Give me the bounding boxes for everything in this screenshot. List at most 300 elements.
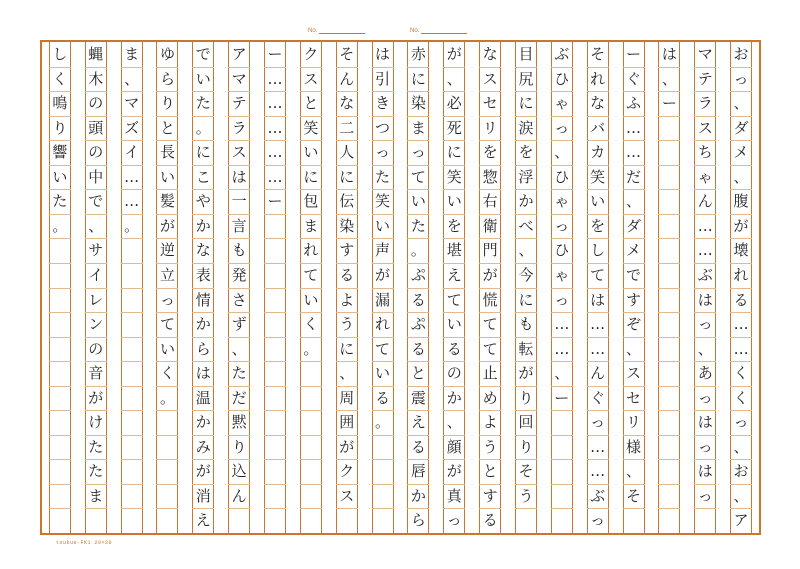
manuscript-char: ス [231, 143, 247, 162]
cell-divider [121, 410, 143, 411]
manuscript-char: 中 [88, 167, 104, 186]
cell-divider [121, 435, 143, 436]
manuscript-char: る [410, 339, 426, 358]
cell-divider [658, 116, 680, 117]
manuscript-column [515, 42, 537, 533]
manuscript-char: ち [697, 143, 713, 162]
manuscript-char: 立 [159, 265, 175, 284]
manuscript-char: か [410, 486, 426, 505]
manuscript-char: セ [626, 388, 642, 407]
manuscript-char: う [482, 437, 498, 456]
cell-divider [336, 508, 358, 509]
manuscript-char: テ [697, 69, 713, 88]
manuscript-char: は [195, 364, 211, 383]
manuscript-char: っ [697, 388, 713, 407]
manuscript-char: 震 [410, 388, 426, 407]
cell-divider [264, 214, 286, 215]
manuscript-char: 涙 [518, 118, 534, 137]
manuscript-char: け [88, 413, 104, 432]
manuscript-char: 、 [518, 241, 534, 260]
manuscript-char: て [303, 265, 319, 284]
manuscript-char: メ [733, 143, 749, 162]
manuscript-char: ん [697, 192, 713, 211]
manuscript-char: … [590, 462, 606, 481]
manuscript-char: ー [267, 192, 283, 211]
cell-divider [121, 484, 143, 485]
manuscript-char: い [195, 69, 211, 88]
manuscript-char: い [52, 167, 68, 186]
manuscript-char: 逆 [159, 241, 175, 260]
manuscript-char: か [195, 216, 211, 235]
manuscript-char: 必 [446, 94, 462, 113]
cell-divider [264, 337, 286, 338]
manuscript-char: う [518, 486, 534, 505]
manuscript-char: ん [231, 486, 247, 505]
manuscript-char: ふ [626, 94, 642, 113]
manuscript-sheet [40, 40, 761, 535]
manuscript-char: が [482, 265, 498, 284]
manuscript-char: 鳴 [52, 94, 68, 113]
manuscript-char: え [195, 511, 211, 530]
manuscript-char: 笑 [590, 167, 606, 186]
manuscript-char: そ [518, 462, 534, 481]
manuscript-char: つ [375, 118, 391, 137]
manuscript-char: … [124, 167, 140, 186]
cell-divider [121, 361, 143, 362]
manuscript-char: 浮 [518, 167, 534, 186]
number-label-right [410, 28, 467, 34]
manuscript-char: み [195, 437, 211, 456]
manuscript-char: 尻 [518, 69, 534, 88]
manuscript-char: ゃ [554, 94, 570, 113]
cell-divider [264, 288, 286, 289]
manuscript-char: … [590, 339, 606, 358]
manuscript-char: 壊 [733, 241, 749, 260]
manuscript-char: が [88, 388, 104, 407]
manuscript-char: れ [590, 69, 606, 88]
manuscript-char: 、 [626, 192, 642, 211]
manuscript-char: イ [124, 143, 140, 162]
manuscript-char: … [697, 241, 713, 260]
manuscript-char: 、 [733, 486, 749, 505]
cell-divider [49, 459, 71, 460]
manuscript-char: て [482, 339, 498, 358]
cell-divider [49, 361, 71, 362]
manuscript-column [264, 42, 286, 533]
manuscript-char: い [303, 143, 319, 162]
cell-divider [658, 386, 680, 387]
manuscript-char: ぷ [410, 315, 426, 334]
manuscript-char: … [267, 118, 283, 137]
cell-divider [300, 508, 322, 509]
manuscript-char: … [626, 118, 642, 137]
manuscript-char: 、 [554, 364, 570, 383]
cell-divider [264, 263, 286, 264]
manuscript-char: 転 [518, 339, 534, 358]
manuscript-char: ー [267, 45, 283, 63]
cell-divider [658, 140, 680, 141]
manuscript-char: は [697, 462, 713, 481]
manuscript-char: は [590, 290, 606, 309]
manuscript-char: ー [661, 94, 677, 113]
manuscript-char: 、 [446, 413, 462, 432]
manuscript-char: ス [626, 364, 642, 383]
number-label-right-text: No. [410, 28, 420, 34]
manuscript-char: と [410, 364, 426, 383]
manuscript-char: 。 [303, 339, 319, 358]
manuscript-column [730, 42, 752, 533]
manuscript-column [479, 42, 501, 533]
cell-divider [121, 263, 143, 264]
manuscript-char: … [554, 315, 570, 334]
cell-divider [658, 288, 680, 289]
manuscript-char: が [195, 462, 211, 481]
cell-divider [551, 410, 573, 411]
manuscript-char: く [303, 315, 319, 334]
manuscript-char: ぐ [590, 388, 606, 407]
cell-divider [264, 459, 286, 460]
manuscript-char: て [482, 315, 498, 334]
manuscript-char: カ [590, 143, 606, 162]
manuscript-char: 、 [446, 69, 462, 88]
manuscript-char: ク [339, 462, 355, 481]
cell-divider [300, 410, 322, 411]
manuscript-char: 表 [195, 265, 211, 284]
cell-divider [658, 312, 680, 313]
manuscript-column [623, 42, 645, 533]
manuscript-column [156, 42, 178, 533]
manuscript-char: … [554, 339, 570, 358]
manuscript-char: 響 [52, 143, 68, 162]
manuscript-char: り [52, 118, 68, 137]
manuscript-char: や [195, 192, 211, 211]
manuscript-char: 温 [195, 388, 211, 407]
manuscript-char: ら [195, 339, 211, 358]
manuscript-char: は [375, 45, 391, 63]
cell-divider [372, 508, 394, 509]
manuscript-char: 、 [626, 462, 642, 481]
manuscript-char: 声 [375, 241, 391, 260]
manuscript-char: 衛 [482, 216, 498, 235]
cell-divider [264, 484, 286, 485]
manuscript-char: ダ [626, 216, 642, 235]
manuscript-char: く [733, 388, 749, 407]
manuscript-char: ゆ [159, 45, 175, 63]
cell-divider [264, 238, 286, 239]
manuscript-char: だ [231, 388, 247, 407]
manuscript-char: ら [410, 511, 426, 530]
manuscript-char: っ [733, 413, 749, 432]
manuscript-char: め [482, 388, 498, 407]
manuscript-char: す [482, 486, 498, 505]
cell-divider [264, 386, 286, 387]
manuscript-char: り [231, 437, 247, 456]
manuscript-char: か [446, 388, 462, 407]
cell-divider [156, 410, 178, 411]
manuscript-char: メ [626, 241, 642, 260]
manuscript-char: な [590, 94, 606, 113]
manuscript-char: 惣 [482, 167, 498, 186]
manuscript-char: 。 [159, 388, 175, 407]
manuscript-char: ア [733, 511, 749, 530]
manuscript-column [49, 42, 71, 533]
manuscript-char: た [52, 192, 68, 211]
manuscript-char: す [626, 290, 642, 309]
manuscript-char: テ [231, 94, 247, 113]
manuscript-column [228, 42, 250, 533]
manuscript-char: た [375, 167, 391, 186]
manuscript-char: か [195, 315, 211, 334]
manuscript-char: 髪 [159, 192, 175, 211]
manuscript-char: そ [626, 486, 642, 505]
manuscript-char: 伝 [339, 192, 355, 211]
manuscript-char: る [446, 339, 462, 358]
manuscript-char: ん [339, 69, 355, 88]
cell-divider [658, 435, 680, 436]
manuscript-char: ー [626, 45, 642, 63]
manuscript-char: ひ [554, 167, 570, 186]
manuscript-char: 発 [231, 265, 247, 284]
cell-divider [372, 459, 394, 460]
manuscript-char: セ [482, 94, 498, 113]
manuscript-char: 真 [446, 486, 462, 505]
manuscript-char: っ [590, 413, 606, 432]
manuscript-char: っ [590, 511, 606, 530]
manuscript-char: 木 [88, 69, 104, 88]
manuscript-char: い [410, 192, 426, 211]
manuscript-char: が [375, 265, 391, 284]
manuscript-char: ン [88, 315, 104, 334]
manuscript-char: は [697, 290, 713, 309]
manuscript-char: ゃ [697, 167, 713, 186]
manuscript-char: こ [195, 167, 211, 186]
cell-divider [121, 337, 143, 338]
manuscript-char: と [159, 118, 175, 137]
manuscript-char: の [446, 364, 462, 383]
manuscript-char: で [626, 265, 642, 284]
cell-divider [121, 459, 143, 460]
manuscript-char: き [375, 94, 391, 113]
manuscript-char: れ [303, 241, 319, 260]
manuscript-char: べ [518, 216, 534, 235]
cell-divider [264, 312, 286, 313]
manuscript-char: い [446, 192, 462, 211]
manuscript-char: 笑 [303, 118, 319, 137]
manuscript-char: く [159, 364, 175, 383]
manuscript-char: に [518, 290, 534, 309]
cell-divider [658, 361, 680, 362]
footer-label: tsukue-FK1 20×20 [56, 540, 113, 546]
manuscript-char: 。 [410, 241, 426, 260]
manuscript-char: っ [554, 118, 570, 137]
manuscript-char: な [195, 241, 211, 260]
cell-divider [658, 214, 680, 215]
manuscript-char: ス [339, 486, 355, 505]
cell-divider [264, 410, 286, 411]
manuscript-char: 長 [159, 143, 175, 162]
manuscript-char: 。 [52, 216, 68, 235]
manuscript-char: 音 [88, 364, 104, 383]
cell-divider [300, 459, 322, 460]
cell-divider [551, 459, 573, 460]
manuscript-char: く [733, 364, 749, 383]
manuscript-char: い [446, 315, 462, 334]
manuscript-char: 止 [482, 364, 498, 383]
manuscript-char: … [590, 315, 606, 334]
manuscript-char: し [590, 241, 606, 260]
manuscript-char: ま [88, 486, 104, 505]
manuscript-char: お [733, 45, 749, 63]
manuscript-char: ス [303, 69, 319, 88]
manuscript-char: 言 [231, 216, 247, 235]
manuscript-char: も [231, 241, 247, 260]
manuscript-column [587, 42, 609, 533]
manuscript-char: が [159, 216, 175, 235]
manuscript-char: よ [339, 290, 355, 309]
manuscript-char: 。 [375, 413, 391, 432]
cell-divider [49, 288, 71, 289]
manuscript-char: い [303, 290, 319, 309]
manuscript-char: 染 [339, 216, 355, 235]
manuscript-char: っ [697, 315, 713, 334]
manuscript-char: と [303, 94, 319, 113]
cell-divider [515, 508, 537, 509]
manuscript-char: 込 [231, 462, 247, 481]
manuscript-char: 染 [410, 94, 426, 113]
manuscript-char: お [733, 462, 749, 481]
manuscript-char: り [518, 388, 534, 407]
manuscript-char: 、 [661, 69, 677, 88]
manuscript-char: っ [446, 511, 462, 530]
manuscript-char: て [446, 290, 462, 309]
manuscript-char: る [410, 437, 426, 456]
manuscript-char: に [195, 143, 211, 162]
manuscript-char: 一 [231, 192, 247, 211]
manuscript-char: い [375, 216, 391, 235]
manuscript-char: 。 [195, 118, 211, 137]
manuscript-char: 漏 [375, 290, 391, 309]
cell-divider [300, 435, 322, 436]
manuscript-char: が [339, 437, 355, 456]
manuscript-char: ぶ [554, 45, 570, 63]
cell-divider [551, 435, 573, 436]
manuscript-char: す [339, 241, 355, 260]
cell-divider [658, 459, 680, 460]
manuscript-char: 、 [124, 69, 140, 88]
cell-divider [658, 508, 680, 509]
manuscript-char: を [446, 216, 462, 235]
manuscript-char: に [339, 167, 355, 186]
manuscript-char: っ [697, 437, 713, 456]
cell-divider [658, 484, 680, 485]
cell-divider [85, 508, 107, 509]
manuscript-char: た [410, 216, 426, 235]
manuscript-char: 包 [303, 192, 319, 211]
manuscript-char: ス [482, 69, 498, 88]
manuscript-char: っ [375, 143, 391, 162]
manuscript-char: ひ [554, 241, 570, 260]
cell-divider [49, 435, 71, 436]
manuscript-char: ぷ [410, 265, 426, 284]
manuscript-char: 今 [518, 265, 534, 284]
manuscript-char: … [267, 94, 283, 113]
manuscript-char: ず [231, 315, 247, 334]
manuscript-char: い [159, 167, 175, 186]
cell-divider [658, 165, 680, 166]
manuscript-char: … [267, 167, 283, 186]
manuscript-char: の [88, 339, 104, 358]
manuscript-char: ゃ [554, 265, 570, 284]
cell-divider [372, 484, 394, 485]
manuscript-column [85, 42, 107, 533]
manuscript-char: リ [482, 118, 498, 137]
manuscript-char: を [482, 143, 498, 162]
manuscript-char: リ [626, 413, 642, 432]
manuscript-char: り [518, 437, 534, 456]
manuscript-char: ま [303, 216, 319, 235]
manuscript-char: る [410, 290, 426, 309]
cell-divider [49, 312, 71, 313]
cell-divider [264, 435, 286, 436]
manuscript-char: を [590, 216, 606, 235]
manuscript-char: て [375, 339, 391, 358]
number-underline-left [319, 33, 365, 34]
manuscript-column [694, 42, 716, 533]
manuscript-char: の [88, 143, 104, 162]
manuscript-char: … [590, 437, 606, 456]
manuscript-char: と [482, 462, 498, 481]
manuscript-char: は [661, 45, 677, 63]
manuscript-char: 死 [446, 118, 462, 137]
cell-divider [49, 386, 71, 387]
cell-divider [49, 410, 71, 411]
manuscript-char: 笑 [446, 167, 462, 186]
cell-divider [658, 263, 680, 264]
manuscript-char: 、 [88, 216, 104, 235]
manuscript-char: ま [124, 45, 140, 63]
manuscript-char: 、 [231, 339, 247, 358]
manuscript-char: 黙 [231, 413, 247, 432]
manuscript-char: 腹 [733, 192, 749, 211]
manuscript-char: 、 [733, 94, 749, 113]
manuscript-char: い [590, 192, 606, 211]
manuscript-char: た [88, 437, 104, 456]
cell-divider [658, 410, 680, 411]
manuscript-char: に [410, 69, 426, 88]
manuscript-char: て [590, 265, 606, 284]
manuscript-char: 赤 [410, 45, 426, 63]
manuscript-char: ラ [231, 118, 247, 137]
cell-divider [49, 238, 71, 239]
manuscript-char: ん [590, 364, 606, 383]
manuscript-char: ま [410, 118, 426, 137]
manuscript-char: か [518, 192, 534, 211]
manuscript-char: え [410, 413, 426, 432]
manuscript-char: レ [88, 290, 104, 309]
manuscript-char: … [267, 69, 283, 88]
manuscript-char: あ [697, 364, 713, 383]
cell-divider [264, 508, 286, 509]
manuscript-char: が [446, 45, 462, 63]
manuscript-char: っ [554, 216, 570, 235]
manuscript-char: そ [590, 45, 606, 63]
cell-divider [156, 459, 178, 460]
cell-divider [49, 337, 71, 338]
manuscript-char: 目 [518, 45, 534, 63]
manuscript-char: は [697, 413, 713, 432]
manuscript-char: ス [697, 118, 713, 137]
manuscript-char: し [52, 45, 68, 63]
